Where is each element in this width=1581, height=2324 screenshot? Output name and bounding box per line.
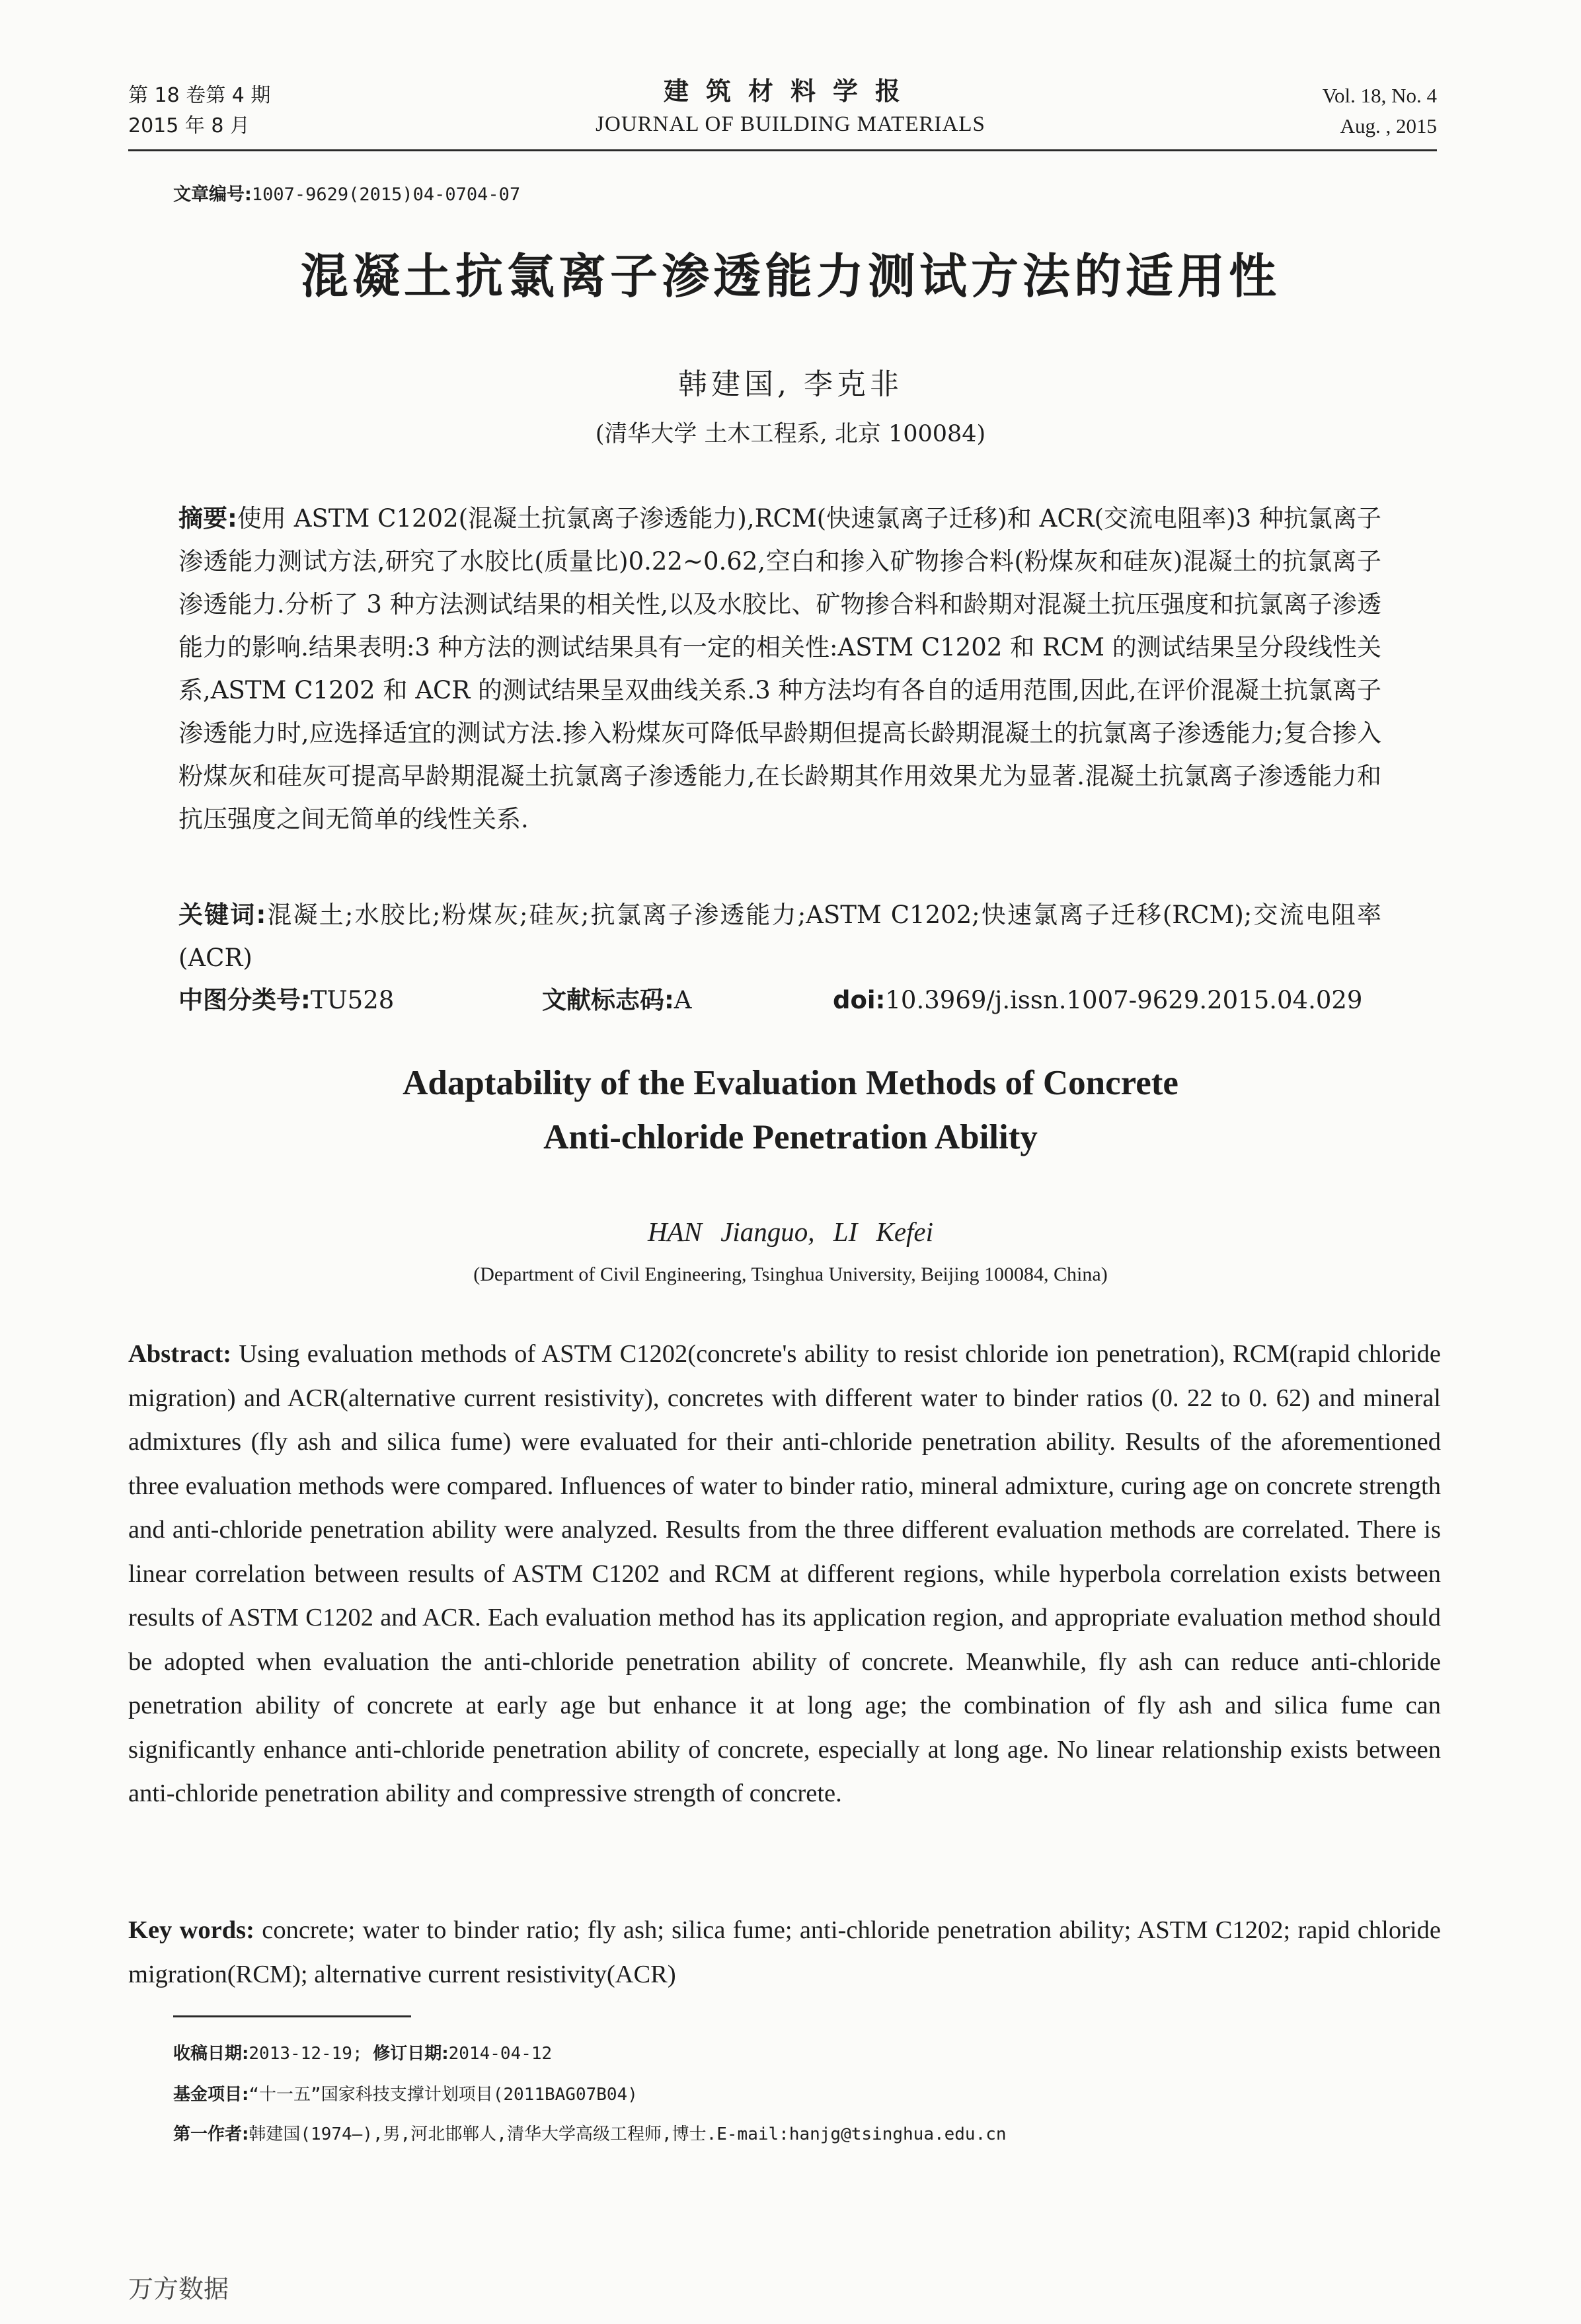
footnote-dates — [173, 2041, 552, 2067]
clc-value: TU528 — [310, 986, 395, 1014]
article-number-value: 1007-9629(2015)04-0704-07 — [251, 184, 521, 205]
article-number-label: 文章编号: — [173, 184, 252, 205]
doi — [833, 982, 1362, 1019]
date-cn: 2015 年 8 月 — [128, 114, 251, 137]
volume-cn: 第 18 卷第 4 期 — [128, 84, 271, 107]
abstract-cn — [178, 497, 1381, 841]
title-en-line1: Adaptability of the Evaluation Methods of Concrete — [403, 1064, 1178, 1102]
keywords-cn — [178, 893, 1381, 979]
doc-label: 文献标志码: — [542, 986, 674, 1014]
fund-label: 基金项目: — [173, 2085, 249, 2105]
journal-name-en: JOURNAL OF BUILDING MATERIALS — [596, 112, 985, 136]
header-right — [1323, 81, 1437, 141]
document-code — [542, 982, 692, 1019]
affiliation-cn: (清华大学 土木工程系, 北京 100084) — [595, 421, 986, 447]
authors-cn: 韩建国, 李克非 — [678, 367, 903, 401]
received-value: 2013-12-19; — [249, 2044, 363, 2064]
keywords-en-label: Key words: — [128, 1916, 254, 1944]
footnote-rule — [173, 2015, 411, 2017]
fund-value: “十一五”国家科技支撑计划项目(2011BAG07B04) — [249, 2085, 638, 2105]
abstract-en-text: Using evaluation methods of ASTM C1202(concrete's ability to resist chloride ion penetration), RCM(rapid chloride migration) and ACR(alternative current resistivity), concretes with different water to binder ratios (0. 22 to 0. 62) and mineral admixtures (fly ash and silica fume) were evaluated for their anti-chloride penetration ability. Results of the aforementioned three evaluation methods were compared. Influences of water to binder ratio, mineral admixture, curing age on concrete strength and anti-chloride penetration ability were analyzed. Results from the three different evaluation methods are correlated. There is linear correlation between results of ASTM C1202 and RCM at different regions, while hyperbola correlation exists between results of ASTM C1202 and ACR. Each evaluation method has its application region, and appropriate evaluation method should be adopted when evaluation the anti-chloride penetration ability of concrete. Meanwhile, fly ash can reduce anti-chloride penetration ability of concrete at early age but enhance it at long age; the combination of fly ash and silica fume can significantly enhance anti-chloride penetration ability of concrete, especially at long age. No linear relationship exists between anti-chloride penetration ability and compressive strength of concrete. — [128, 1340, 1441, 1807]
watermark: 万方数据 — [128, 2274, 229, 2304]
clc-code — [178, 982, 394, 1019]
journal-name-cn: 建筑材料学报 — [663, 77, 917, 106]
title-en-line2: Anti-chloride Penetration Ability — [543, 1118, 1038, 1156]
article-number — [173, 180, 520, 206]
doi-value: 10.3969/j.issn.1007-9629.2015.04.029 — [885, 986, 1363, 1014]
first-author-value: 韩建国(1974—),男,河北邯郸人,清华大学高级工程师,博士.E-mail:hanjg@tsinghua.edu.cn — [249, 2124, 1007, 2144]
revised-value: 2014-04-12 — [448, 2044, 553, 2064]
header-rule — [128, 149, 1437, 151]
doi-label: doi: — [833, 986, 886, 1014]
received-label: 收稿日期: — [173, 2044, 249, 2064]
revised-label: 修订日期: — [373, 2044, 449, 2064]
date-en: Aug. , 2015 — [1340, 114, 1437, 137]
abstract-en-label: Abstract: — [128, 1340, 232, 1368]
keywords-en — [128, 1908, 1441, 1996]
abstract-en — [128, 1332, 1441, 1816]
keywords-cn-text: 混凝土;水胶比;粉煤灰;硅灰;抗氯离子渗透能力;ASTM C1202;快速氯离子迁移(RCM);交流电阻率(ACR) — [178, 901, 1381, 972]
keywords-en-text: concrete; water to binder ratio; fly ash; silica fume; anti-chloride penetration ability; ASTM C1202; rapid chloride migration(RCM); alternative current resistivity(ACR) — [128, 1916, 1441, 1988]
footnote-first-author — [173, 2121, 1007, 2148]
clc-label: 中图分类号: — [178, 986, 311, 1014]
title-cn: 混凝土抗氯离子渗透能力测试方法的适用性 — [300, 248, 1280, 304]
doc-value: A — [674, 986, 692, 1014]
volume-en: Vol. 18, No. 4 — [1322, 84, 1437, 107]
footnote-fund — [173, 2081, 638, 2108]
title-en — [0, 1056, 1581, 1164]
authors-en: HAN Jianguo, LI Kefei — [647, 1217, 934, 1247]
affiliation-en: (Department of Civil Engineering, Tsinghua University, Beijing 100084, China) — [473, 1263, 1108, 1285]
first-author-label: 第一作者: — [173, 2124, 249, 2144]
abstract-cn-label: 摘要: — [178, 504, 237, 533]
keywords-cn-label: 关键词: — [178, 901, 266, 929]
abstract-cn-text: 使用 ASTM C1202(混凝土抗氯离子渗透能力),RCM(快速氯离子迁移)和 ACR(交流电阻率)3 种抗氯离子渗透能力测试方法,研究了水胶比(质量比)0.22~0.62,空白和掺入矿物掺合料(粉煤灰和硅灰)混凝土的抗氯离子渗透能力.分析了 3 种方法测试结果的相关性,以及水胶比、矿物掺合料和龄期对混凝土抗压强度和抗氯离子渗透能力的影响.结果表明:3 种方法的测试结果具有一定的相关性:ASTM C1202 和 RCM 的测试结果呈分段线性关系,ASTM C1202 和 ACR 的测试结果呈双曲线关系.3 种方法均有各自的适用范围,因此,在评价混凝土抗氯离子渗透能力时,应选择适宜的测试方法.掺入粉煤灰可降低早龄期但提高长龄期混凝土的抗氯离子渗透能力;复合掺入粉煤灰和硅灰可提高早龄期混凝土抗氯离子渗透能力,在长龄期其作用效果尤为显著.混凝土抗氯离子渗透能力和抗压强度之间无简单的线性关系. — [178, 504, 1381, 833]
